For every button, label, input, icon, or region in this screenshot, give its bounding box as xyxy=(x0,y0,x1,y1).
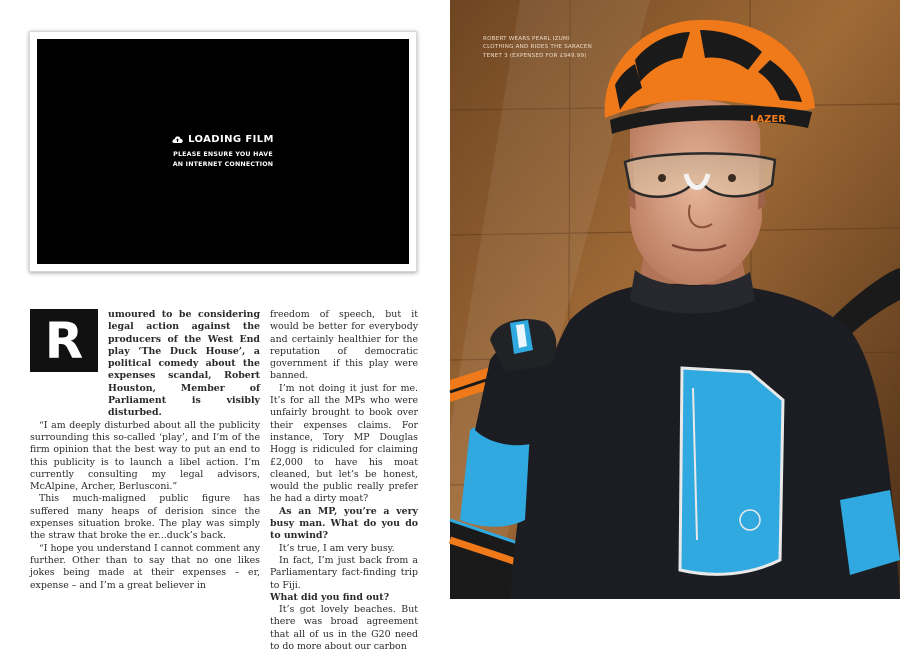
interview-answer: It’s got lovely beaches. But there was broad agreement that all of us in the G20 need to do more about our carbon xyxy=(270,604,418,653)
interview-answer: In fact, I’m just back from a Parliamentary fact-finding trip to Fiji. xyxy=(270,554,418,591)
loading-message-line-1: PLEASE ENSURE YOU HAVE xyxy=(173,150,273,158)
caption-line-1: ROBERT WEARS PEARL IZUMI xyxy=(483,36,570,42)
caption-line-3: TENET 3 (EXPENSED FOR £949.99) xyxy=(483,52,587,59)
drop-cap: R xyxy=(30,309,98,372)
article-lead: umoured to be considering legal action against the producers of the West End play ‘The Duck House’, a political comedy about the expenses scandal, Robert Houston, Member of Parliament is visibly disturbed. xyxy=(108,309,260,419)
article-paragraph: This much-maligned public figure has suffered many heaps of derision since the expenses situation broke. The play was simply the straw that broke the er...duck’s back. xyxy=(30,493,260,542)
article-paragraph: “I am deeply disturbed about all the publicity surrounding this so-called ‘play’, and I’m of the firm opinion that the best way to put an end to this publicity is to launch a libel action. I’m currently consulting my legal advisors, McAlpine, Archer, Berlusconi.” xyxy=(30,419,260,493)
photo-caption xyxy=(483,35,595,60)
article-paragraph: I’m not doing it just for me. It’s for all the MPs who were unfairly brought to book over their expenses claims. For instance, Tory MP Douglas Hogg is ridiculed for claiming £2,000 to have his moat cleaned, but let’s be honest, would the public really prefer he had a dirty moat? xyxy=(270,382,418,505)
article-column-2 xyxy=(270,309,418,653)
video-screen[interactable] xyxy=(37,39,409,264)
interview-question: What did you find out? xyxy=(270,591,390,603)
caption-line-2: CLOTHING AND RIDES THE SARACEN xyxy=(483,44,593,51)
cyclist-photo xyxy=(450,0,900,599)
interview-question: As an MP, you’re a very busy man. What do you do to unwind? xyxy=(270,505,418,542)
loading-film-title: LOADING FILM xyxy=(188,133,274,145)
helmet-brand: LAZER xyxy=(750,114,786,125)
interview-answer: It’s true, I am very busy. xyxy=(279,542,395,554)
loading-row xyxy=(172,134,274,145)
loading-message-line-2: AN INTERNET CONNECTION xyxy=(172,160,274,168)
article-paragraph: freedom of speech, but it would be better for everybody and certainly healthier for the reputation of democratic government if this play were banned. xyxy=(270,309,418,382)
cloud-upload-icon xyxy=(172,135,183,144)
cover-photo xyxy=(450,0,900,599)
video-player[interactable] xyxy=(29,31,417,272)
article-column-1 xyxy=(30,309,260,592)
article-paragraph: “I hope you understand I cannot comment any further. Other than to say that no one likes jokes being made at their expenses – er, expense – and I’m a great believer in xyxy=(30,542,260,591)
